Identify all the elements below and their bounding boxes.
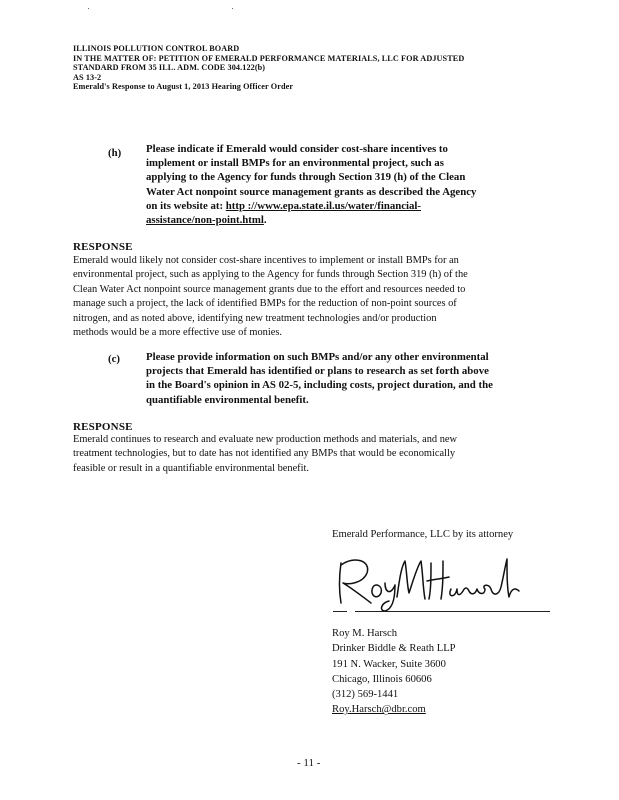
question-c-line: quantifiable environmental benefit.	[146, 393, 309, 406]
question-h-line-suffix: .	[263, 214, 267, 227]
scan-speck	[88, 8, 89, 9]
response-1-line: manage such a project, the lack of identified BMPs for the reduction of non-point sources of	[73, 298, 457, 310]
header-standard: STANDARD FROM 35 ILL. ADM. CODE 304.122(b)	[73, 63, 266, 73]
question-c-marker: (c)	[108, 353, 120, 365]
question-h-line: Please indicate if Emerald would consider cost-share incentives to	[146, 143, 448, 155]
question-h-text	[146, 142, 586, 227]
question-h-marker: (h)	[108, 147, 122, 159]
question-c-text	[146, 350, 596, 407]
question-h-line	[146, 213, 586, 227]
question-h-line-prefix: on its website at:	[146, 199, 226, 212]
header-case-number: AS 13-2	[73, 72, 102, 82]
question-h-line: Water Act nonpoint source management grants as described the Agency	[146, 185, 477, 198]
response-2-label: RESPONSE	[73, 421, 133, 433]
response-1-line: nitrogen, and as noted above, identifying new treatment technologies and/or production	[73, 312, 437, 324]
question-h-line: implement or install BMPs for an environmental project, such as	[146, 157, 444, 170]
epa-link-part2[interactable]: assistance/non-point.html	[146, 214, 264, 227]
attorney-contact-block	[332, 626, 456, 718]
response-2-line: Emerald continues to research and evaluate new production methods and materials, and new	[73, 434, 458, 445]
attorney-address-line2: Chicago, Illinois 60606	[332, 673, 432, 685]
header-matter: IN THE MATTER OF: PETITION OF EMERALD PERFORMANCE MATERIALS, LLC FOR ADJUSTED	[73, 53, 465, 63]
question-h-line	[146, 199, 586, 213]
attorney-name: Roy M. Harsch	[332, 628, 398, 639]
header-document-title: Emerald's Response to August 1, 2013 Hearing Officer Order	[73, 82, 294, 92]
scan-speck	[232, 8, 233, 9]
question-c-line: Please provide information on such BMPs and/or any other environmental	[146, 351, 489, 363]
signature-line	[355, 611, 550, 612]
question-c-line: projects that Emerald has identified or plans to research as set forth above	[146, 365, 489, 378]
header-board: ILLINOIS POLLUTION CONTROL BOARD	[73, 44, 240, 53]
response-1-line: methods would be a more effective use of monies.	[73, 327, 283, 339]
epa-link-part1[interactable]: http ://www.epa.state.il.us/water/financial-	[225, 199, 422, 212]
signature-intro: Emerald Performance, LLC by its attorney	[332, 529, 514, 540]
attorney-phone: (312) 569-1441	[332, 689, 399, 701]
question-c-line: in the Board's opinion in AS 02-5, including costs, project duration, and the	[146, 379, 493, 392]
attorney-email-link[interactable]: Roy.Harsch@dbr.com	[332, 704, 426, 716]
handwritten-signature	[335, 553, 525, 615]
question-h-line: applying to the Agency for funds through Section 319 (h) of the Clean	[146, 171, 466, 184]
response-1-text	[73, 254, 551, 340]
response-2-line: treatment technologies, but to date has not identified any BMPs that would be economically	[73, 448, 456, 460]
response-1-line: Emerald would likely not consider cost-share incentives to implement or install BMPs for an	[73, 255, 459, 266]
page-number: - 11 -	[297, 757, 321, 769]
case-header	[73, 44, 543, 92]
response-2-line: feasible or result in a quantifiable environmental benefit.	[73, 462, 310, 474]
response-1-line: environmental project, such as applying to the Agency for funds through Section 319 (h) of the	[73, 269, 468, 281]
response-2-text	[73, 433, 551, 476]
attorney-firm: Drinker Biddle & Reath LLP	[332, 643, 456, 655]
attorney-address-line1: 191 N. Wacker, Suite 3600	[332, 658, 446, 670]
signature-line-dash	[333, 611, 347, 612]
response-1-label: RESPONSE	[73, 241, 133, 253]
response-1-line: Clean Water Act nonpoint source management grants due to the effort and resources needed to	[73, 283, 466, 295]
